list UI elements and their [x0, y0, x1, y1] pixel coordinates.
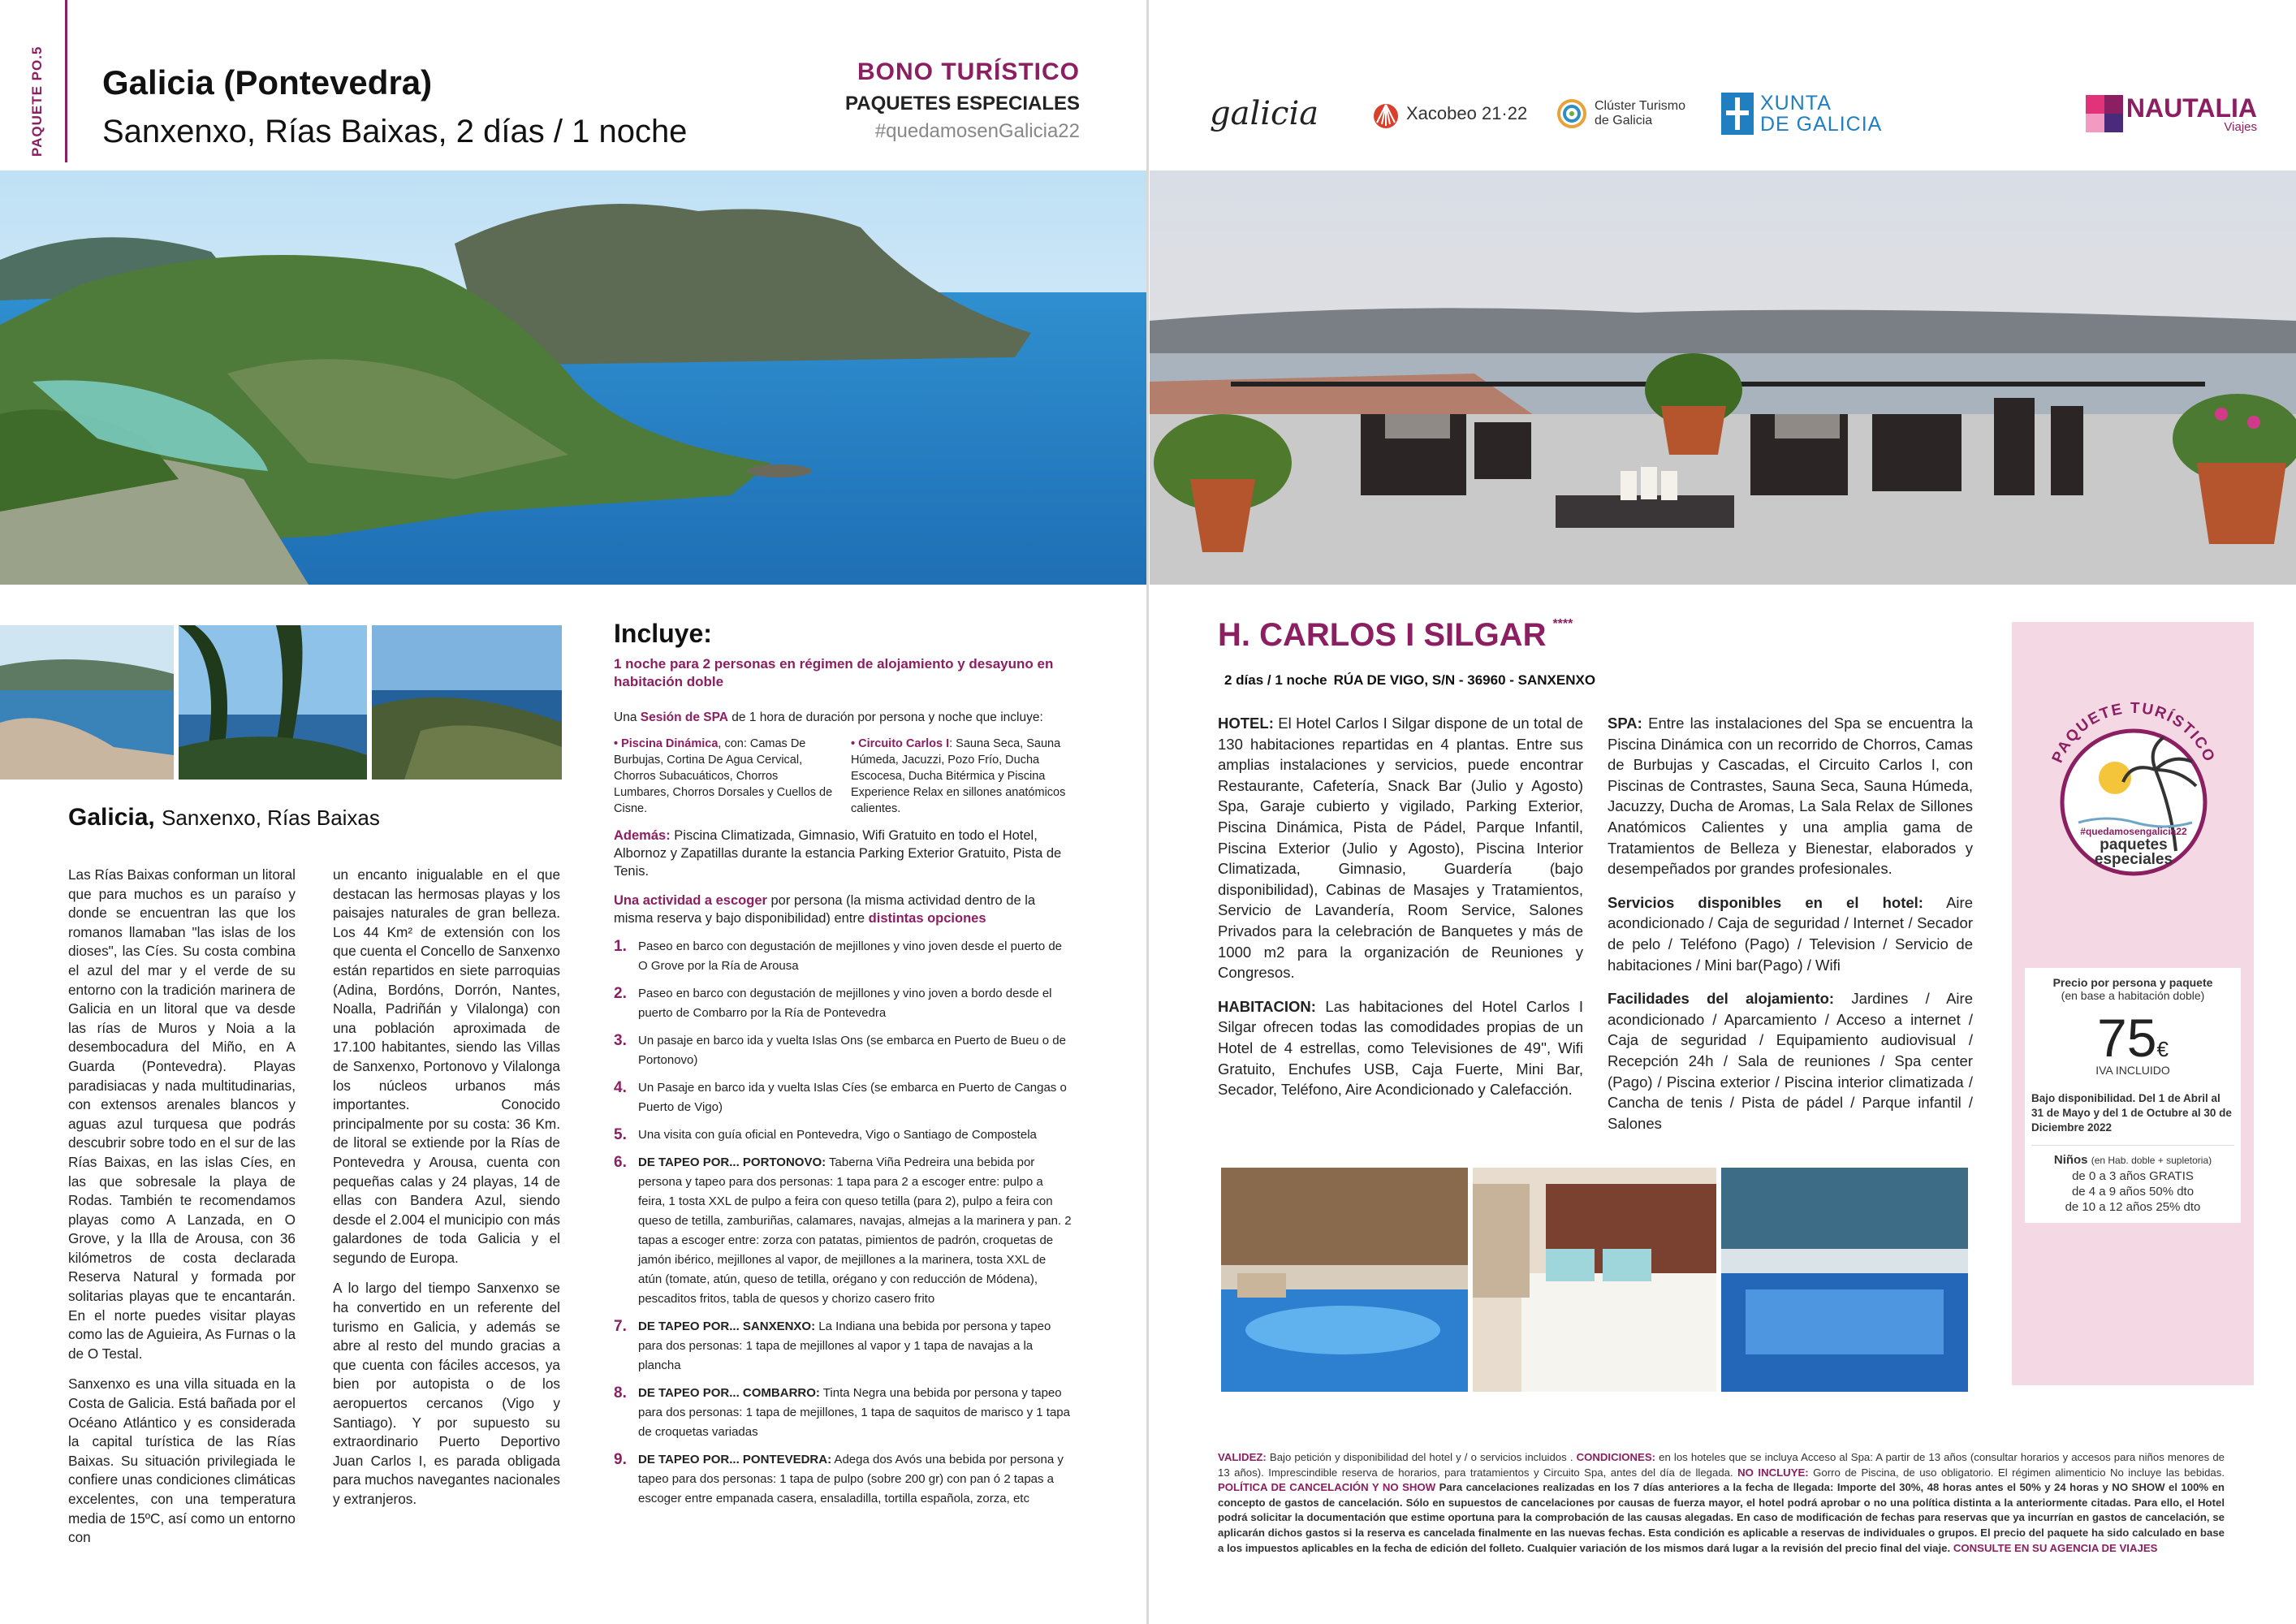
bono-title: BONO TURÍSTICO	[857, 58, 1080, 85]
services-list: Servicios disponibles en el hotel: Aire acondicionado / Caja de seguridad / Internet / Secador de pelo / Teléfono (Pago) / Television / Servicio de habitaciones / Mini bar(Pago) / Wifi	[1608, 893, 1973, 974]
hero-photo-hotel-terrace	[1150, 171, 2296, 585]
cluster-logo: Clúster Turismo de Galicia	[1556, 97, 1710, 130]
bono-hashtag: #quedamosenGalicia22	[874, 120, 1080, 142]
price-availability: Bajo disponibilidad. Del 1 de Abril al 31 de Mayo y del 1 de Octubre al 30 de Diciembre 2022	[2031, 1092, 2232, 1134]
price-header-note: (en base a habitación doble)	[2061, 989, 2205, 1002]
bono-block	[812, 58, 1080, 143]
spa-bullets	[614, 736, 1072, 817]
xunta-logo: XUNTA DE GALICIA	[1721, 93, 1908, 135]
price-header: Precio por persona y paquete	[2052, 976, 2213, 989]
list-item: 7. DE TAPEO POR... SANXENXO: La Indiana una bebida por persona y tapeo para dos personas: 1 tapa de mejillones al vapor y 1 tapa de navajas a la plancha	[614, 1318, 1051, 1372]
bono-subtitle: PAQUETES ESPECIALES	[845, 93, 1080, 114]
package-code-label: PAQUETE PO.5	[29, 45, 45, 158]
children-discounts: Niños (en Hab. doble + supletoria) de 0 a 3 años GRATIS de 4 a 9 años 50% dto de 10 a 12 años 25% dto	[2031, 1145, 2234, 1215]
svg-text:#quedamosengalicia22: #quedamosengalicia22	[2080, 826, 2187, 837]
legal-conditions: VALIDEZ: Bajo petición y disponibilidad del hotel y / o servicios incluidos . CONDICIONES: en los hoteles que se incluya Acceso al Spa: A partir de 13 años (consultar horarios y accesos para niños menores de 13 años). Imprescindible reserva de horarios, para tratamientos y Circuito Spa, antes del día de llegada. NO INCLUYE: Gorro de Piscina, de uso obligatorio. El régimen alimenticio No incluye las bebidas. POLÍTICA DE CANCELACIÓN Y NO SHOW Para cancelaciones realizadas en los 7 días anteriores a la fecha de llegada: Importe del 30%, 48 horas antes el 50% y 24 horas y NO SHOW el 100% en concepto de gastos de cancelación. Sólo en supuestos de cancelaciones por causas de fuerza mayor, el hotel podrá aprobar o no una política distinta a la anteriormente citadas. Para ello, el Hotel podrá solicitar la documentación que estime oportuna para la comprobación de las causas alegadas. En caso de modificación de fechas para reservas que ya incurrían en gastos de cancelación, se aplicarán dichos gastos si la reserva es cancelada finalmente en las nuevas fechas. Esta condición es aplicable a reservas de individuales o grupos. El precio del paquete ha sido calculado en base a los impuestos aplicables en la fecha de edición del folleto. Cualquier variación de los mismos dará lugar a la revisión del precio final del viaje. CONSULTE EN SU AGENCIA DE VIAJES	[1218, 1451, 2225, 1554]
svg-text:especiales: especiales	[2094, 851, 2173, 868]
xacobeo-logo: Xacobeo 21·22	[1370, 98, 1541, 129]
hotel-stars: ****	[1552, 617, 1573, 631]
nautalia-mosaic-icon	[2086, 95, 2123, 132]
article-column-1	[68, 866, 296, 1559]
price-amount: 75€	[2097, 1008, 2169, 1068]
thumb-photo-pines	[179, 625, 367, 780]
photo-spa-pool	[1221, 1168, 1468, 1392]
list-item: 4. Un Pasaje en barco ida y vuelta Islas Cíes (se embarca en Puerto de Cangas o Puerto de Vigo)	[614, 1079, 1067, 1114]
facilities-list: Facilidades del alojamiento: Jardines / Aire acondicionado / Aparcamiento / Acceso a internet / Caja de seguridad / Equipamiento audiovisual / Recepción 24h / Sala de reuniones / Spa center (Pago) / Piscina exterior / Piscina interior climatizada / Cancha de tenis / Pista de pádel / Parque infantil / Salones	[1608, 990, 1973, 1132]
article-paragraph: A lo largo del tiempo Sanxenxo se ha convertido en un referente del turismo en Galicia, y además se abre al resto del mundo gracias a que cuenta con fáciles accesos, ya bien por autopista o de los aeropuertos cercanos (Vigo y Santiago). Y por supuesto su extraordinario Puerto Deportivo Juan Carlos I, es parada obligada para muchos navegantes nacionales y extranjeros.	[333, 1280, 560, 1507]
bono-badge	[2034, 680, 2233, 892]
svg-text:paquetes: paquetes	[2100, 836, 2168, 853]
spa-description: SPA: Entre las instalaciones del Spa se encuentra la Piscina Dinámica con un recorrido de Chorros, Camas de Burbujas y Cascadas, el Circuito Carlos I, con Piscinas de Contrastes, Sauna Seca, Sauna Húmeda, Jacuzzy, Ducha de Aromas, La Sala Relax de Sillones Anatómicos Calientes y una amplia gama de Tratamientos de Belleza y Bienestar, elaborados y desempeñados por grandes profesionales.	[1608, 715, 1973, 878]
photo-bedroom	[1473, 1168, 1716, 1392]
includes-section	[614, 619, 1072, 1517]
nautalia-logo: NAUTALIA Viajes	[2086, 93, 2257, 134]
thumb-photo-coast	[372, 625, 562, 780]
includes-main: 1 noche para 2 personas en régimen de alojamiento y desayuno en habitación doble	[614, 656, 1054, 689]
bullet-piscina: • Piscina Dinámica, con: Camas De Burbujas, Cortina De Agua Cervical, Chorros Subacuáticos, Chorros Lumbares, Chorros Dorsales y Cuellos de Cisne.	[614, 737, 833, 815]
hotel-address: RÚA DE VIGO, S/N - 36960 - SANXENXO	[1333, 672, 1596, 688]
list-item: 3. Un pasaje en barco ida y vuelta Islas Ons (se embarca en Puerto de Bueu o de Portonovo)	[614, 1032, 1066, 1067]
page-spine	[1146, 0, 1149, 1624]
list-item: 1. Paseo en barco con degustación de mejillones y vino joven desde el puerto de O Grove por la Ría de Arousa	[614, 938, 1063, 973]
page-subtitle: Sanxenxo, Rías Baixas, 2 días / 1 noche	[102, 114, 688, 149]
article-column-2	[333, 866, 560, 1521]
spa-session-line: Una Sesión de SPA de 1 hora de duración por persona y noche que incluye:	[614, 710, 1043, 724]
article-paragraph: Las Rías Baixas conforman un litoral que para muchos es un paraíso y donde se encuentran las que los romanos llamaban "las islas de los dioses", las Cíes. Su costa combina el azul del mar y el verde de su entorno con la tradición marinera de Galicia en un litoral que va desde las rías de Muros y Noia a la desembocadura del Miño, en A Guarda (Pontevedra). Playas paradisiacas y nada multitudinarias, con extensos arenales blancos y aguas azul turquesa que podrás descubrir sobre todo en el sur de las Rías Baixas, en las islas Cíes, en las que sobresale la playa de Rodas. También te recomendamos playas como A Lanzada, en O Grove, y la Illa de Arousa, con 36 kilómetros de costa declarada Reserva Natural y formada por solitarias playas que te encantarán. En el norte puedes visitar playas como las de Aguieira, As Furnas o la de O Testal.	[68, 866, 296, 1362]
price-box	[2025, 968, 2241, 1223]
options-list	[614, 937, 1072, 1509]
bullet-circuito: • Circuito Carlos I: Sauna Seca, Sauna Húmeda, Jacuzzi, Pozo Frío, Ducha Escocesa, Ducha Bitérmica y Piscina Experience Relax en sillones anatómicos calientes.	[851, 737, 1066, 815]
section-heading: Galicia, Sanxenxo, Rías Baixas	[68, 804, 380, 831]
cluster-swirl-icon	[1556, 97, 1588, 130]
svg-text:PAQUETE TURÍSTICO: PAQUETE TURÍSTICO	[2048, 699, 2219, 766]
hotel-name: H. CARLOS I SILGAR ****	[1218, 617, 1573, 653]
photo-indoor-pool	[1721, 1168, 1968, 1392]
hotel-column-2	[1608, 713, 1973, 1147]
article-paragraph: un encanto inigualable en el que destacan las hermosas playas y los paisajes naturales de gran belleza. Los 44 Km² de extensión con los que cuenta el Concello de Sanxenxo están repartidos en siete parroquias (Adina, Bordóns, Dorrón, Nantes, Noalla, Padriñán y Vilalonga) con una población aproximada de 17.100 habitantes, siendo las Villas de Sanxenxo, Portonovo y Vilalonga los núcleos urbanos más importantes. Conocido principalmente por su costa: 36 Km. de litoral se extiende por la Rías de Pontevedra y Arousa, cuenta con pequeñas calas y 24 playas, 14 de ellas con Bandera Azul, siendo desde el 2.004 el municipio con más galardones de toda Galicia y el segundo de Europa.	[333, 866, 560, 1266]
hotel-column-1	[1218, 713, 1583, 1113]
hero-photo-cies-islands	[0, 171, 1146, 585]
actividad-line: Una actividad a escoger por persona (la misma actividad dentro de la misma reserva y bajo disponibilidad) entre distintas opciones	[614, 893, 1036, 926]
page-title: Galicia (Pontevedra)	[102, 63, 433, 102]
xunta-shield-icon	[1721, 93, 1754, 135]
badge-seal-icon	[2034, 680, 2233, 892]
list-item: 8. DE TAPEO POR... COMBARRO: Tinta Negra una bebida por persona y tapeo para dos personas: 1 tapa de mejillones, 1 tapa de saquitos de marisco y 1 tapa de croquetas variadas	[614, 1384, 1070, 1439]
list-item: 5. Una visita con guía oficial en Pontevedra, Vigo o Santiago de Compostela	[614, 1126, 1037, 1143]
room-description: HABITACION: Las habitaciones del Hotel Carlos I Silgar ofrecen todas las comodidades propias de un Hotel de 4 estrellas, como Televisiones de 49'', Wifi Gratuito, Enchufes USB, Caja Fuerte, Mini Bar, Secador, Teléfono, Aire Acondicionado y Calefacción.	[1218, 997, 1583, 1099]
ademas-line: Además: Piscina Climatizada, Gimnasio, Wifi Gratuito en todo el Hotel, Albornoz y Zapatillas durante la estancia Parking Exterior Gratuito, Pista de Tenis.	[614, 828, 1062, 879]
list-item: 2. Paseo en barco con degustación de mejillones y vino joven a bordo desde el puerto de Combarro por la Ría de Pontevedra	[614, 985, 1052, 1020]
xacobeo-shell-icon	[1370, 98, 1401, 129]
includes-title: Incluye:	[614, 619, 712, 648]
list-item: 6. DE TAPEO POR... PORTONOVO: Taberna Viña Pedreira una bebida por persona y tapeo para dos personas: 1 tapa para 2 a escoger entre: pulpo a feira, 1 tosta XXL de pulpo a feira con queso tetilla (para 2), pulpo a feira con queso de tetilla, zamburiñas, calamares, navajas, almejas a la marinera y pan. 2 tapas a escoger entre: zorza con patatas, pimientos de padrón, croquetas de jamón ibérico, mejillones al vapor, de mejillones a la marinera, tosta XXL de atún (tomate, atún, queso de tetilla, orégano y con reducción de Módena), pescaditos fritos, tabla de quesos y chorizo casero frito	[614, 1154, 1072, 1306]
logo-bar	[1210, 81, 2257, 146]
article-paragraph: Sanxenxo es una villa situada en la Costa de Galicia. Está bañada por el Océano Atlántico y es considerada la capital turística de las Rías Baixas. Su situación privilegiada le confiere unas condiciones climáticas excelentes, con una temperatura media de 15ºC, así como un entorno con	[68, 1376, 296, 1546]
price-iva: IVA INCLUIDO	[2095, 1064, 2170, 1077]
galicia-logo: galicia	[1210, 95, 1319, 132]
list-item: 9. DE TAPEO POR... PONTEVEDRA: Adega dos Avós una bebida por persona y tapeo para dos personas: 1 tapa de pulpo (sobre 200 gr) con pan ó 2 tapas a escoger entre empanada casera, ensaladilla, tortilla española, zorza, etc	[614, 1451, 1064, 1505]
hotel-description: HOTEL: El Hotel Carlos I Silgar dispone de un total de 130 habitaciones repartidas en 4 plantas. Entre sus amplias instalaciones y servicios, puede encontrar Restaurante, Cafetería, Snack Bar (Julio y Agosto) Spa, Garaje cubierto y vigilado, Parking Exterior, Piscina Dinámica, Pista de Pádel, Parque Infantil, Piscina Exterior (Julio y Agosto), Piscina Interior Climatizada, Gimnasio, Guardería (bajo disponibilidad), Cabinas de Masajes y Tratamientos, Servicio de Lavandería, Room Service, Salones Privados para la celebración de Banquetes y más de 1000 m2 para la organización de Reuniones y Congresos.	[1218, 715, 1583, 982]
side-divider	[65, 0, 67, 162]
thumb-photo-bay	[0, 625, 174, 780]
hotel-duration: 2 días / 1 noche RÚA DE VIGO, S/N - 36960 - SANXENXO	[1224, 672, 1596, 688]
